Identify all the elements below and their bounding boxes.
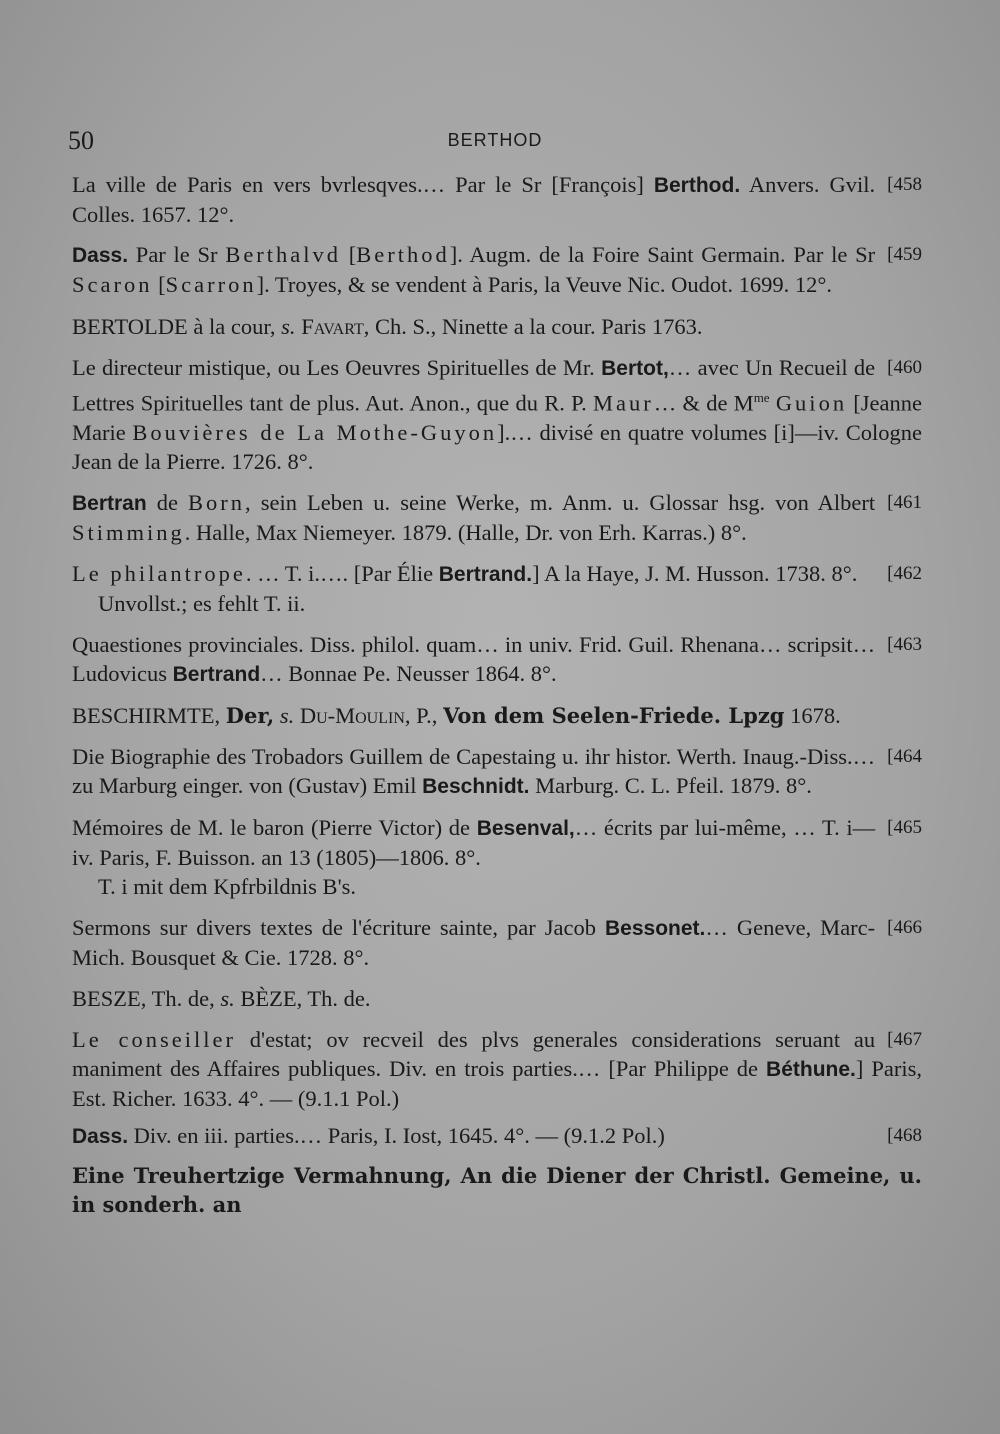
entry-text: ]. Augm. de la Foire Saint Germain. Par le Sr	[449, 242, 876, 267]
entry-text: , P.,	[404, 702, 444, 728]
spaced-name: Scaron	[72, 272, 153, 297]
entry-462	[72, 559, 922, 618]
entry-treuhertzige	[72, 1161, 922, 1219]
entry-text: . Halle, Max Niemeyer. 1879. (Halle, Dr. von Erh. Karras.) 8°.	[184, 519, 747, 545]
entry-number: [467	[887, 1028, 922, 1050]
dass-label: Dass.	[72, 244, 129, 267]
spaced-name: Guion	[775, 390, 848, 416]
superscript: me	[753, 390, 770, 405]
author-name: Du-Moulin	[299, 702, 405, 728]
entry-text: BESZE, Th. de,	[72, 985, 221, 1011]
author-name: Besenval,	[476, 816, 575, 840]
entry-number: [464	[887, 745, 922, 767]
entry-459	[72, 240, 922, 299]
entry-text: de	[146, 489, 189, 515]
entry-number: [462	[887, 562, 922, 584]
entry-number: [468	[887, 1124, 922, 1146]
entry-text: ] Paris, Est. Richer. 1633. 4°. — (9.1.1 Pol.)	[72, 1055, 922, 1111]
entry-465	[72, 813, 922, 901]
see-ref: s.	[281, 314, 296, 339]
see-ref: s.	[220, 985, 235, 1011]
entry-text: … Bonnae Pe. Neusser 1864. 8°.	[260, 660, 557, 686]
entry-467	[72, 1025, 922, 1113]
entry-text: La ville de Paris en vers bvrlesqves.… Par le Sr [François]	[72, 172, 654, 197]
running-title: BERTHOD	[447, 130, 543, 150]
entry-number: [459	[887, 244, 922, 265]
entry-text: BESCHIRMTE,	[72, 702, 226, 728]
entry-text: Marburg. C. L. Pfeil. 1879. 8°.	[529, 772, 812, 798]
spaced-name: Berthalvd	[225, 242, 342, 267]
entry-text: . … T. i.…. [Par Élie	[245, 560, 439, 586]
entry-text: ] A la Haye, J. M. Husson. 1738. 8°.	[532, 560, 858, 586]
spaced-name: Berthod	[356, 242, 450, 267]
entry-text: d'estat; ov recveil des plvs generales considerations seruant au maniment des Affaires publiques. Div. en trois parties.… [Par Philippe de	[72, 1026, 876, 1081]
entry-463	[72, 630, 922, 689]
entry-number: [463	[887, 633, 922, 655]
entry-466	[72, 913, 922, 972]
entry-text: Div. en iii. parties.… Paris, I. Iost, 1645. 4°. — (9.1.2 Pol.)	[128, 1122, 665, 1148]
entry-text: BÈZE, Th. de.	[234, 985, 371, 1011]
entry-number: [466	[887, 916, 922, 938]
entry-text: [Jeanne Marie	[72, 390, 922, 445]
fraktur-text: Eine Treuhertzige Vermahnung, An die Diener der Christl. Gemeine, u. in sonderh. an	[72, 1162, 922, 1217]
entry-text: Mémoires de M. le baron (Pierre Victor) de	[72, 814, 477, 840]
entry-458	[72, 170, 922, 229]
spaced-name: Le philantrope	[72, 560, 246, 586]
see-ref: s.	[279, 702, 295, 728]
author-name: Bertrand	[172, 662, 261, 686]
spaced-name: Scarron	[165, 272, 257, 297]
spaced-name: Maur	[593, 390, 654, 416]
entry-text: 1678.	[784, 702, 841, 728]
entry-text: … avec Un Recueil de Lettres Spirituelles tant de plus. Aut. Anon., que du R. P.	[72, 355, 876, 416]
author-name: Favart	[301, 314, 364, 339]
spaced-name: Stimming	[72, 519, 185, 545]
page-number: 50	[68, 126, 94, 155]
page-header	[68, 126, 922, 156]
entry-number: [465	[887, 816, 922, 838]
entry-460	[72, 353, 922, 476]
author-name: Béthune.	[766, 1057, 856, 1081]
entry-text: Par le Sr	[128, 242, 226, 267]
author-name: Bertot,	[601, 357, 669, 380]
entry-text: , sein Leben u. seine Werke, m. Anm. u. Glossar hsg. von Albert	[245, 489, 876, 515]
entry-text: Quaestiones provinciales. Diss. philol. quam… in univ. Frid. Guil. Rhenana… scripsit… Ludovicus	[72, 631, 876, 686]
entry-number: [461	[887, 491, 922, 513]
entry-text: … Geneve, Marc-Mich. Bousquet & Cie. 1728. 8°.	[72, 914, 876, 970]
entry-text: [	[152, 272, 166, 297]
entry-bertolde	[72, 312, 922, 341]
entry-text: ]. Troyes, & se vendent à Paris, la Veuve Nic. Oudot. 1699. 12°.	[256, 272, 832, 297]
entry-text: Die Biographie des Trobadors Guillem de Capestaing u. ihr histor. Werth. Inaug.-Diss.… zu Marburg einger. von (Gustav) Emil	[72, 743, 876, 798]
entry-besze	[72, 984, 922, 1013]
bibliography-entries	[72, 170, 922, 1217]
entry-text: … & de M	[653, 390, 754, 416]
entry-number: [460	[887, 357, 922, 378]
entry-number: [458	[887, 174, 922, 195]
entry-464	[72, 742, 922, 801]
entry-text: Sermons sur divers textes de l'écriture sainte, par Jacob	[72, 914, 605, 940]
entry-text: [	[341, 242, 357, 267]
spaced-name: Born	[188, 489, 246, 515]
entry-note: Unvollst.; es fehlt T. ii.	[98, 590, 306, 616]
entry-note: T. i mit dem Kpfrbildnis B's.	[98, 873, 357, 899]
entry-beschirmte	[72, 701, 922, 730]
entry-text: Le directeur mistique, ou Les Oeuvres Spirituelles de Mr.	[72, 355, 602, 380]
entry-text: … écrits par lui-même, … T. i—iv. Paris, F. Buisson. an 13 (1805)—1806. 8°.	[72, 814, 876, 870]
spaced-name: Bouvières de La Mothe-Guyon	[132, 419, 498, 445]
fraktur-text: Der,	[225, 702, 275, 728]
entry-text: ].… divisé en quatre volumes [i]—iv. Cologne Jean de la Pierre. 1726. 8°.	[72, 419, 922, 474]
fraktur-text: Von dem Seelen-Friede. Lpzg	[443, 702, 785, 728]
author-name: Bessonet.	[604, 916, 706, 940]
entry-461	[72, 488, 922, 547]
entry-text: BERTOLDE à la cour,	[72, 314, 282, 339]
entry-468	[72, 1121, 922, 1151]
author-name: Beschnidt.	[422, 774, 530, 798]
author-name: Berthod.	[653, 174, 741, 197]
dass-label: Dass.	[72, 1124, 129, 1148]
author-name: Bertrand.	[438, 562, 533, 586]
entry-text: Anvers. Gvil. Colles. 1657. 12°.	[72, 172, 876, 227]
entry-text: , Ch. S., Ninette a la cour. Paris 1763.	[363, 314, 703, 339]
spaced-name: Le conseiller	[72, 1026, 236, 1052]
author-name: Bertran	[72, 491, 147, 515]
